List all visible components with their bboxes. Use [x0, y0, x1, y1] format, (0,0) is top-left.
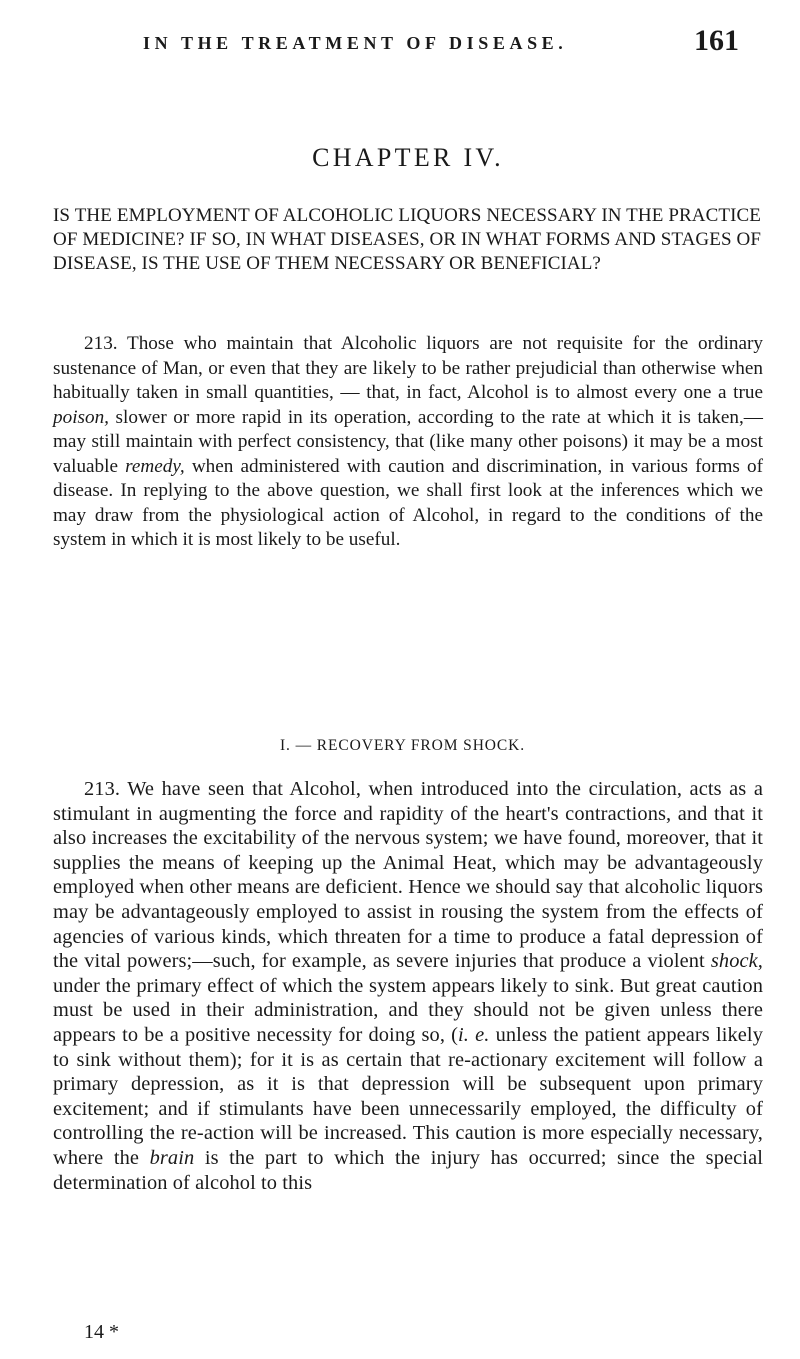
- paragraph-213-shock: [53, 777, 763, 1195]
- running-head: [0, 24, 800, 70]
- paragraph-text: slower or more rapid in its operation, according to the rate at which it is taken,—may still maintain with perfect consistency, that (like many other poisons) it may be a most valuable: [53, 406, 763, 477]
- section-heading: I. — RECOVERY FROM SHOCK.: [280, 737, 525, 754]
- paragraph-text: 213. We have seen that Alcohol, when introduced into the circulation, acts as a stimulant in augmenting the force and rapidity of the heart's contractions, and that it also increases the excitability of the nervous system; we have found, moreover, that it supplies the means of keeping up the Animal Heat, which may be advantageously employed when other means are deficient. Hence we should say that alcoholic liquors may be advantageously employed to assist in rousing the system from the effects of agencies of various kinds, which threaten for a time to produce a fatal depression of the vital powers;—such, for example, as severe injuries that produce a violent: [53, 778, 763, 973]
- signature-mark: 14 *: [84, 1321, 119, 1343]
- chapter-question: IS THE EMPLOYMENT OF ALCOHOLIC LIQUORS NECESSARY IN THE PRACTICE OF MEDICINE? IF SO, IN WHAT DISEASES, OR IN WHAT FORMS AND STAGES OF DISEASE, IS THE USE OF THEM NECESSARY OR BENEFICIAL?: [53, 205, 761, 275]
- page-number: 161: [694, 24, 739, 57]
- paragraph-text: is the part to which the injury has occurred; since the special determination of alcohol to this: [53, 1146, 763, 1194]
- emphasis-brain: brain: [149, 1146, 195, 1169]
- paragraph-text: 213. Those who maintain that Alcoholic liquors are not requisite for the ordinary sustenance of Man, or even that they are likely to be rather prejudicial than otherwise when habitually taken in small quantities, — that, in fact, Alcohol is to almost every one a true: [53, 333, 763, 403]
- chapter-heading: CHAPTER IV.: [312, 143, 504, 172]
- emphasis-shock: shock,: [710, 950, 763, 973]
- paragraph-213-intro: [53, 332, 763, 553]
- running-title: IN THE TREATMENT OF DISEASE.: [143, 33, 568, 53]
- paragraph-text: under the primary effect of which the system appears likely to sink. But great caution must be used in their administration, and they should not be given unless there appears to be a positive necessity for doing so, (: [53, 974, 763, 1046]
- emphasis-poison: poison,: [53, 406, 109, 428]
- emphasis-ie: i. e.: [458, 1023, 490, 1046]
- emphasis-remedy: remedy,: [125, 455, 185, 477]
- paragraph-text: when administered with caution and discrimination, in various forms of disease. In replying to the above question, we shall first look at the inferences which we may draw from the physiological action of Alcohol, in regard to the conditions of the system in which it is most likely to be useful.: [53, 455, 763, 550]
- paragraph-text: unless the patient appears likely to sink without them); for it is as certain that re-actionary excitement will follow a primary depression, as it is that depression will be subsequent upon primary excitement; and if stimulants have been unnecessarily employed, the difficulty of controlling the re-action will be increased. This caution is more especially necessary, where the: [53, 1023, 763, 1169]
